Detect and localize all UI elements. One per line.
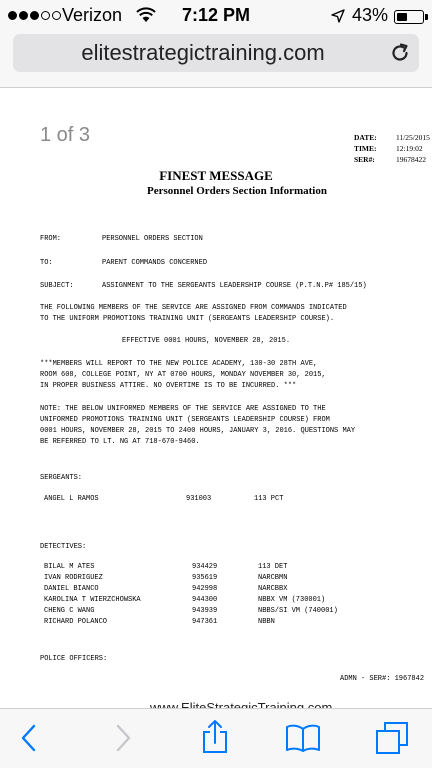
book-icon[interactable] [285, 723, 321, 758]
paragraph-1-line-2: TO THE UNIFORM PROMOTIONS TRAINING UNIT (SERGEANTS LEADERSHIP COURSE). [40, 315, 335, 323]
roster-name: CHENG C WANG [44, 607, 95, 615]
to-value: PARENT COMMANDS CONCERNED [102, 259, 208, 267]
browser-top-chrome [0, 0, 432, 88]
battery-icon [394, 10, 424, 24]
tabs-icon[interactable] [375, 721, 409, 760]
document-meta [354, 132, 430, 165]
roster-command: NARCBBX [258, 585, 288, 593]
roster-name: KAROLINA T WIERZCHOWSKA [44, 596, 141, 604]
roster-id: 931003 [186, 495, 212, 503]
footer-serial: ADMN - SER#: 1967842 [340, 675, 425, 683]
from-value: PERSONNEL ORDERS SECTION [102, 235, 203, 243]
status-bar [0, 0, 432, 32]
to-label: TO: [40, 259, 53, 267]
roster-command: 113 PCT [254, 495, 284, 503]
chevron-right-icon[interactable] [112, 723, 134, 758]
sergeants-heading: SERGEANTS: [40, 474, 83, 482]
from-label: FROM: [40, 235, 62, 243]
carrier-name: Verizon [62, 5, 123, 25]
paragraph-3-line-2: UNIFORMED PROMOTIONS TRAINING UNIT (SERGEANTS LEADERSHIP COURSE) FROM [40, 416, 330, 424]
battery-level-fill [397, 13, 407, 21]
roster-command: 113 DET [258, 563, 288, 571]
paragraph-3-line-4: BE REFERRED TO LT. NG AT 718-670-9460. [40, 438, 200, 446]
paragraph-2-line-2: ROOM 608, COLLEGE POINT, NY AT 0700 HOURS, MONDAY NOVEMBER 30, 2015, [40, 371, 326, 379]
document-subtitle: Personnel Orders Section Information [147, 185, 327, 197]
roster-name: BILAL M ATES [44, 563, 95, 571]
address-bar[interactable] [13, 34, 419, 72]
roster-id: 944300 [192, 596, 218, 604]
share-icon[interactable] [200, 719, 230, 760]
effective-line: EFFECTIVE 0001 HOURS, NOVEMBER 28, 2015. [122, 337, 291, 345]
roster-command: NARCBMN [258, 574, 288, 582]
roster-id: 942998 [192, 585, 218, 593]
ser-label: SER#: [354, 155, 375, 164]
location-arrow-icon [331, 8, 345, 28]
subject-label: SUBJECT: [40, 282, 74, 290]
roster-id: 934429 [192, 563, 218, 571]
roster-name: RICHARD POLANCO [44, 618, 108, 626]
paragraph-3-line-1: NOTE: THE BELOW UNIFORMED MEMBERS OF THE SERVICE ARE ASSIGNED TO THE [40, 405, 326, 413]
roster-name: DANIEL BIANCO [44, 585, 99, 593]
roster-command: NBBX VM (730001) [258, 596, 326, 604]
roster-id: 947361 [192, 618, 218, 626]
roster-command: NBBN [258, 618, 275, 626]
roster-name: IVAN RODRIGUEZ [44, 574, 103, 582]
document-title: FINEST MESSAGE [159, 168, 273, 183]
paragraph-2-line-1: ***MEMBERS WILL REPORT TO THE NEW POLICE ACADEMY, 130-30 28TH AVE, [40, 360, 318, 368]
roster-id: 943939 [192, 607, 218, 615]
document-page [0, 90, 432, 690]
time-value: 12:19:02 [396, 144, 423, 153]
roster-id: 935619 [192, 574, 218, 582]
roster-command: NBBS/SI VM (740001) [258, 607, 338, 615]
roster-name: ANGEL L RAMOS [44, 495, 99, 503]
subject-value: ASSIGNMENT TO THE SERGEANTS LEADERSHIP COURSE (P.T.N.P# 185/15) [102, 282, 367, 290]
chevron-left-icon[interactable] [18, 723, 40, 758]
paragraph-3-line-3: 0001 HOURS, NOVEMBER 28, 2015 TO 2400 HOURS, JANUARY 3, 2016. QUESTIONS MAY [40, 427, 356, 435]
battery-percent: 43% [352, 5, 389, 25]
time-label: TIME: [354, 144, 377, 153]
paragraph-2-line-3: IN PROPER BUSINESS ATTIRE. NO OVERTIME IS TO BE INCURRED. *** [40, 382, 297, 390]
url-text[interactable]: elitestrategictraining.com [81, 40, 325, 65]
paragraph-1-line-1: THE FOLLOWING MEMBERS OF THE SERVICE ARE ASSIGNED FROM COMMANDS INDICATED [40, 304, 347, 312]
ser-value: 19678422 [396, 155, 426, 164]
page-counter: 1 of 3 [40, 124, 91, 146]
detectives-heading: DETECTIVES: [40, 543, 87, 551]
police-officers-heading: POLICE OFFICERS: [40, 655, 108, 663]
date-label: DATE: [354, 133, 377, 142]
browser-toolbar [0, 708, 432, 768]
status-time: 7:12 PM [181, 5, 251, 25]
reload-icon[interactable] [389, 42, 411, 69]
date-value: 11/25/2015 [396, 133, 430, 142]
